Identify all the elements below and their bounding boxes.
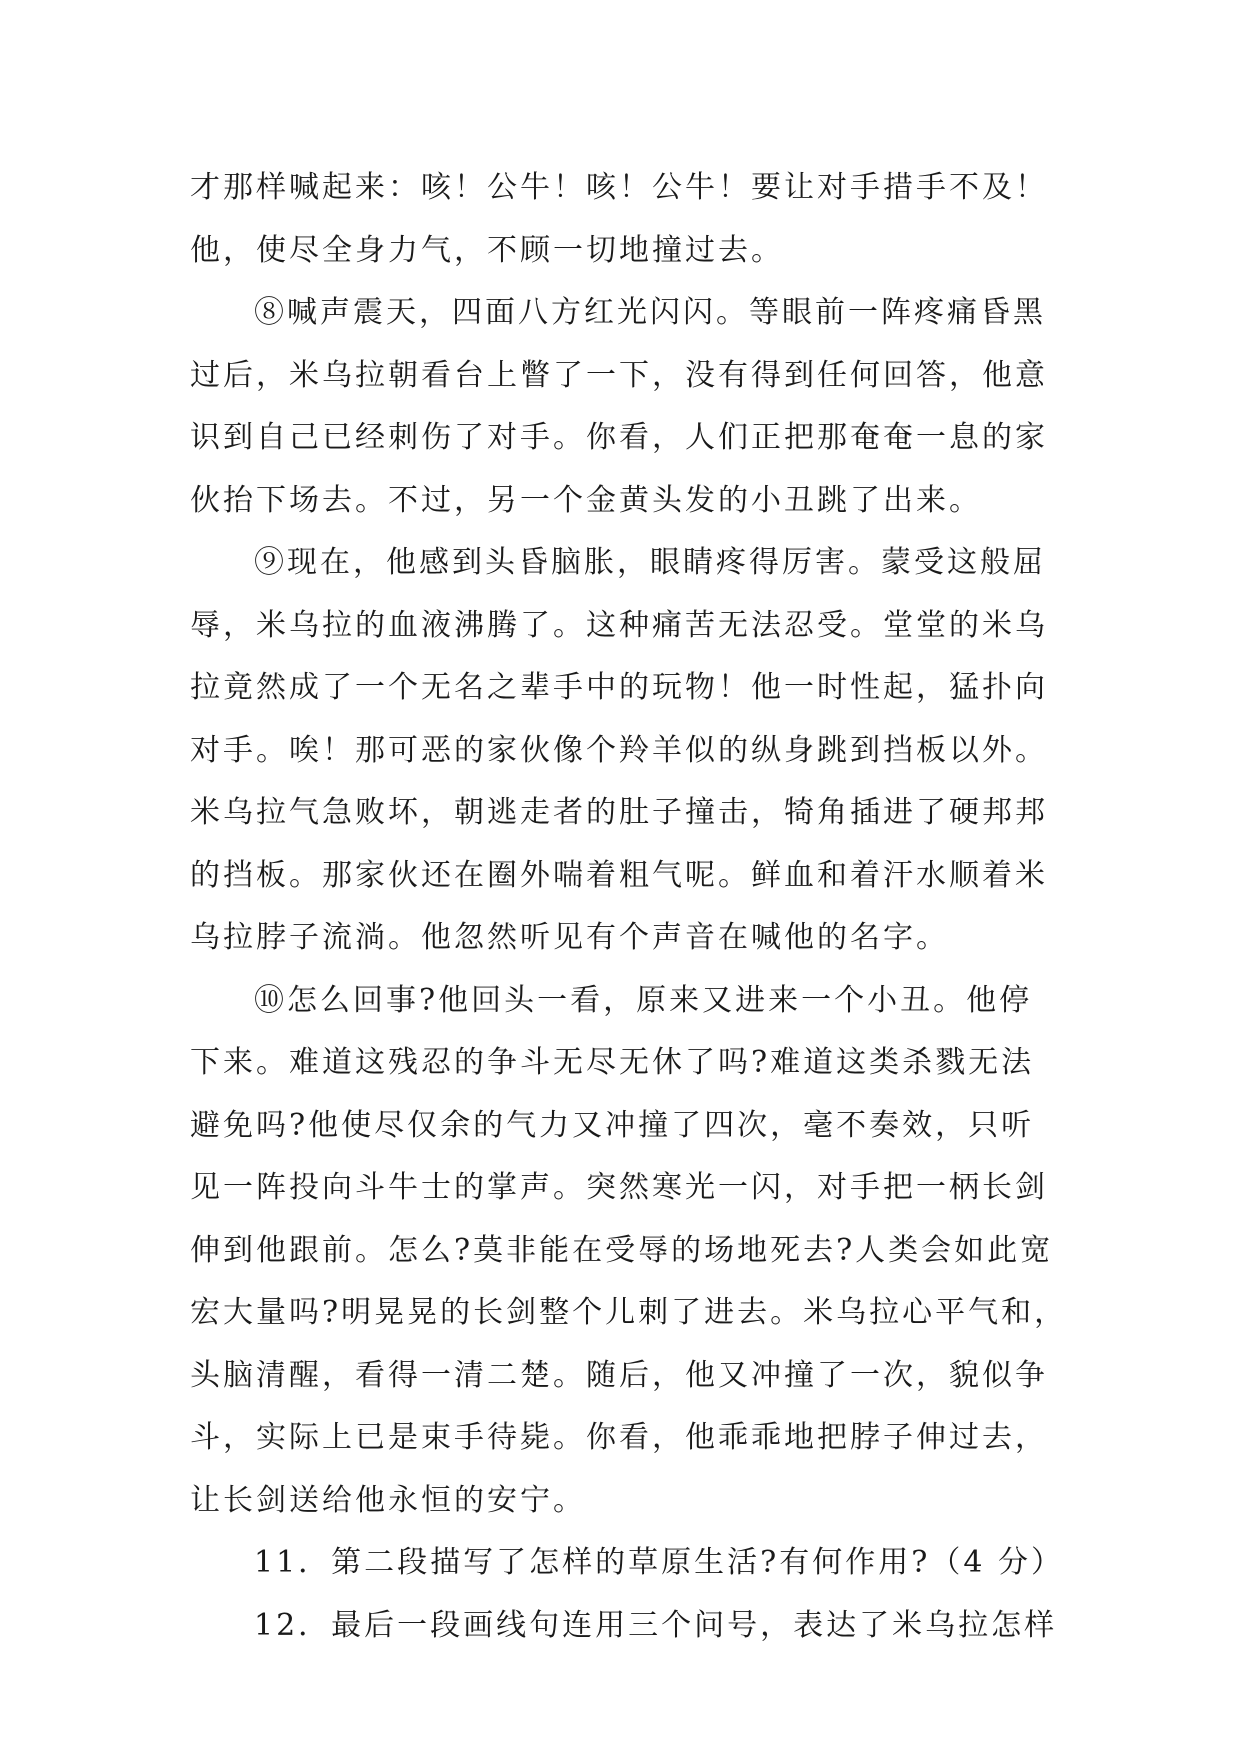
question-12: 12．最后一段画线句连用三个问号，表达了米乌拉怎样	[254, 1607, 1058, 1643]
body-text	[190, 157, 1070, 1657]
text-line: 斗，实际上已是束手待毙。你看，他乖乖地把脖子伸过去，	[190, 1420, 1048, 1455]
text-line: 宏大量吗?明晃晃的长剑整个儿刺了进去。米乌拉心平气和，	[190, 1295, 1068, 1330]
text-line: 拉竟然成了一个无名之辈手中的玩物！他一时性起，猛扑向	[190, 670, 1048, 705]
text-line: 识到自己已经刺伤了对手。你看，人们正把那奄奄一息的家	[190, 420, 1048, 455]
text-line: 避免吗?他使尽仅余的气力又冲撞了四次，毫不奏效，只听	[190, 1107, 1035, 1143]
text-line: 他，使尽全身力气，不顾一切地撞过去。	[190, 232, 784, 268]
text-line: 米乌拉气急败坏，朝逃走者的肚子撞击，犄角插进了硬邦邦	[190, 795, 1048, 830]
text-line: 过后，米乌拉朝看台上瞥了一下，没有得到任何回答，他意	[190, 357, 1048, 393]
paragraph-9-start: ⑨现在，他感到头昏脑胀，眼睛疼得厉害。蒙受这般屈	[254, 545, 1046, 580]
text-line: 伸到他跟前。怎么?莫非能在受辱的场地死去?人类会如此宽	[190, 1232, 1054, 1268]
text-line: 的挡板。那家伙还在圈外喘着粗气呢。鲜血和着汗水顺着米	[190, 857, 1048, 893]
text-line: 让长剑送给他永恒的安宁。	[190, 1482, 586, 1518]
text-line: 见一阵投向斗牛士的掌声。突然寒光一闪，对手把一柄长剑	[190, 1170, 1048, 1205]
text-line: 头脑清醒，看得一清二楚。随后，他又冲撞了一次，貌似争	[190, 1357, 1048, 1393]
text-line: 乌拉脖子流淌。他忽然听见有个声音在喊他的名字。	[190, 920, 949, 955]
paragraph-8-start: ⑧喊声震天，四面八方红光闪闪。等眼前一阵疼痛昏黑	[254, 295, 1046, 330]
question-11: 11．第二段描写了怎样的草原生活?有何作用?（4 分）	[254, 1545, 1064, 1580]
text-line: 伙抬下场去。不过，另一个金黄头发的小丑跳了出来。	[190, 482, 982, 518]
paragraph-10-start: ⑩怎么回事?他回头一看，原来又进来一个小丑。他停	[254, 982, 1033, 1018]
text-line: 对手。唉！那可恶的家伙像个羚羊似的纵身跳到挡板以外。	[190, 732, 1048, 768]
text-line: 辱，米乌拉的血液沸腾了。这种痛苦无法忍受。堂堂的米乌	[190, 607, 1048, 643]
text-line: 下来。难道这残忍的争斗无尽无休了吗?难道这类杀戮无法	[190, 1045, 1035, 1080]
text-line: 才那样喊起来：咳！公牛！咳！公牛！要让对手措手不及！	[190, 170, 1048, 205]
